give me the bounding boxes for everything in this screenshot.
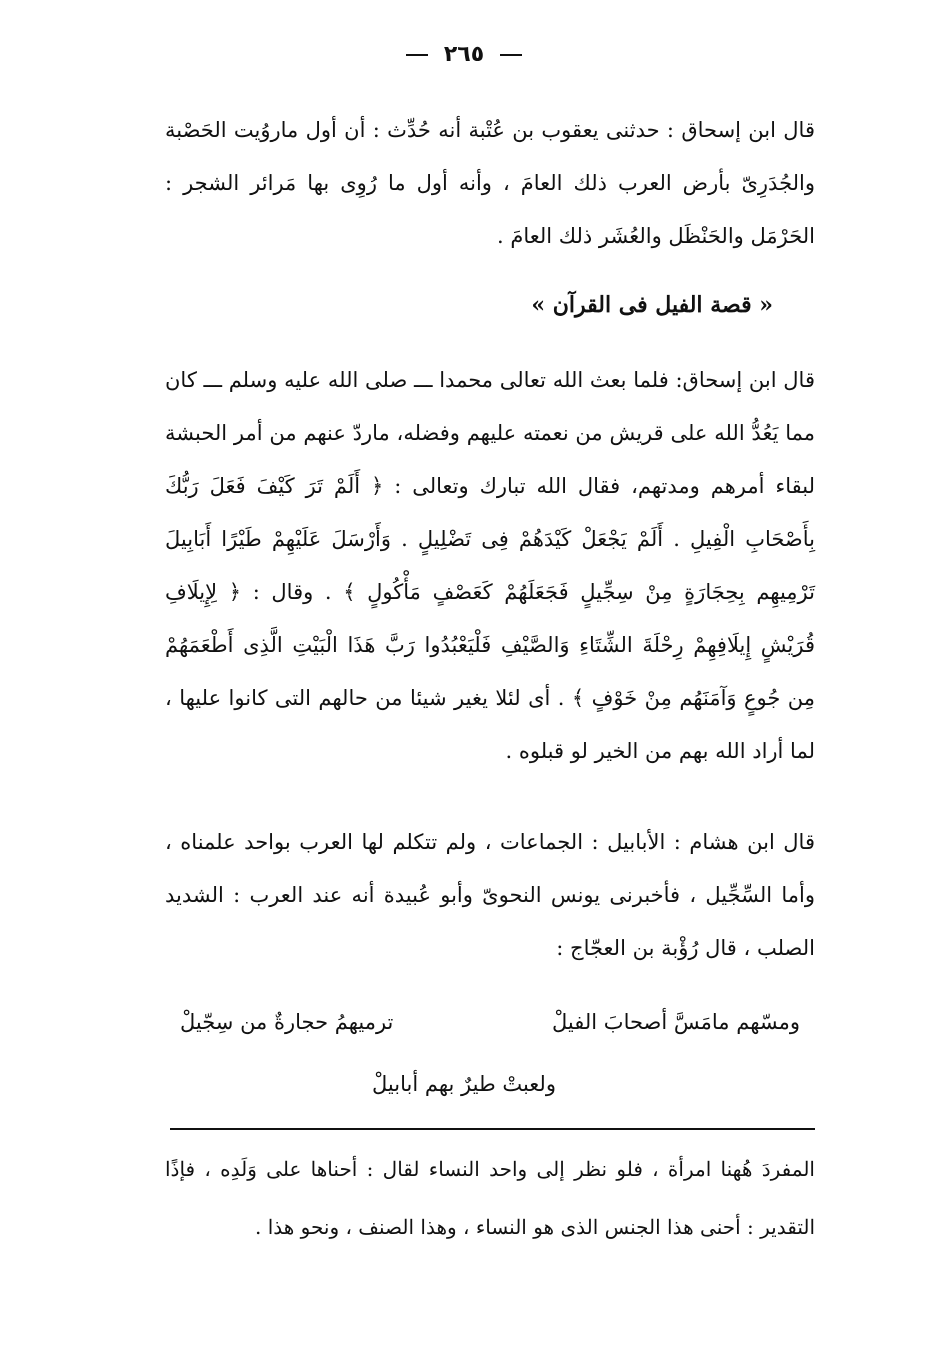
section-heading: « قصة الفيل فى القرآن » [531, 292, 773, 318]
paragraph-1-text: قال ابن إسحاق : حدثنى يعقوب بن عُتْبة أنه حُدِّث : أن أول ماروُيت الحَصْبة والجُدَرِىّ بأرض العرب ذلك العامَ ، وأنه أول ما رُوِى بها مَرائر الشجر : الحَرْمَل والحَنْظَل والعُشَر ذلك العامَ . [165, 118, 815, 248]
paragraph-1 [165, 104, 815, 263]
page-header [0, 42, 928, 67]
footnote-rule [170, 1128, 815, 1130]
paragraph-3-text: قال ابن هشام : الأبابيل : الجماعات ، ولم تتكلم لها العرب بواحد علمناه ، وأما السِّجِّيل ، فأخبرنى يونس النحوىّ وأبو عُبيدة أنه عند العرب : الشديد الصلب ، قال رُؤْبة بن العجّاج : [165, 830, 815, 960]
verse-second-hemistich: ترميهمُ حجارةٌ من سِجّيلْ [180, 1010, 394, 1034]
verse-line-2: ولعبتْ طيرٌ بهم أبابيلْ [372, 1072, 556, 1096]
page-number: ٢٦٥ [443, 42, 485, 67]
paragraph-3 [165, 816, 815, 975]
header-dash-right [500, 54, 522, 56]
footnote-text: المفردَ هُهنا امرأة ، فلو نظر إلى واحد النساء لقال : أحناها على وَلَدِه ، فإذًا التقدير : أحنى هذا الجنس الذى هو النساء ، وهذا الصنف ، ونحو هذا . [165, 1157, 815, 1239]
footnote [165, 1140, 815, 1256]
paragraph-2-text: قال ابن إسحاق: فلما بعث الله تعالى محمدا ـــ صلى الله عليه وسلم ـــ كان مما يَعُدُّ الله على قريش من نعمته عليهم وفضله، ماردّ عنهم من أمر الحبشة لبقاء أمرهم ومدتهم، فقال الله تبارك وتعالى : ﴿ أَلَمْ تَرَ كَيْفَ فَعَلَ رَبُّكَ بِأَصْحَابِ الْفِيلِ . أَلَمْ يَجْعَلْ كَيْدَهُمْ فِى تَضْلِيلٍ . وَأَرْسَلَ عَلَيْهِمْ طَيْرًا أَبَابِيلَ تَرْمِيهِم بِحِجَارَةٍ مِنْ سِجِّيلٍ فَجَعَلَهُمْ كَعَصْفٍ مَأْكُولٍ ﴾ . وقال : ﴿ لِإِيلَافِ قُرَيْشٍ إِيلَافِهِمْ رِحْلَةَ الشِّتَاءِ وَالصَّيْفِ فَلْيَعْبُدُوا رَبَّ هَذَا الْبَيْتِ الَّذِى أَطْعَمَهُمْ مِن جُوعٍ وَآمَنَهُم مِنْ خَوْفٍ ﴾ . أى لئلا يغير شيئا من حالهم التى كانوا عليها ، لما أراد الله بهم من الخير لو قبلوه . [165, 368, 815, 763]
paragraph-2 [165, 354, 815, 778]
header-dash-left [406, 54, 428, 56]
verse-first-hemistich: ومسّهم مامَسَّ أصحابَ الفيلْ [552, 1010, 800, 1034]
verse-line-1 [180, 1010, 800, 1034]
